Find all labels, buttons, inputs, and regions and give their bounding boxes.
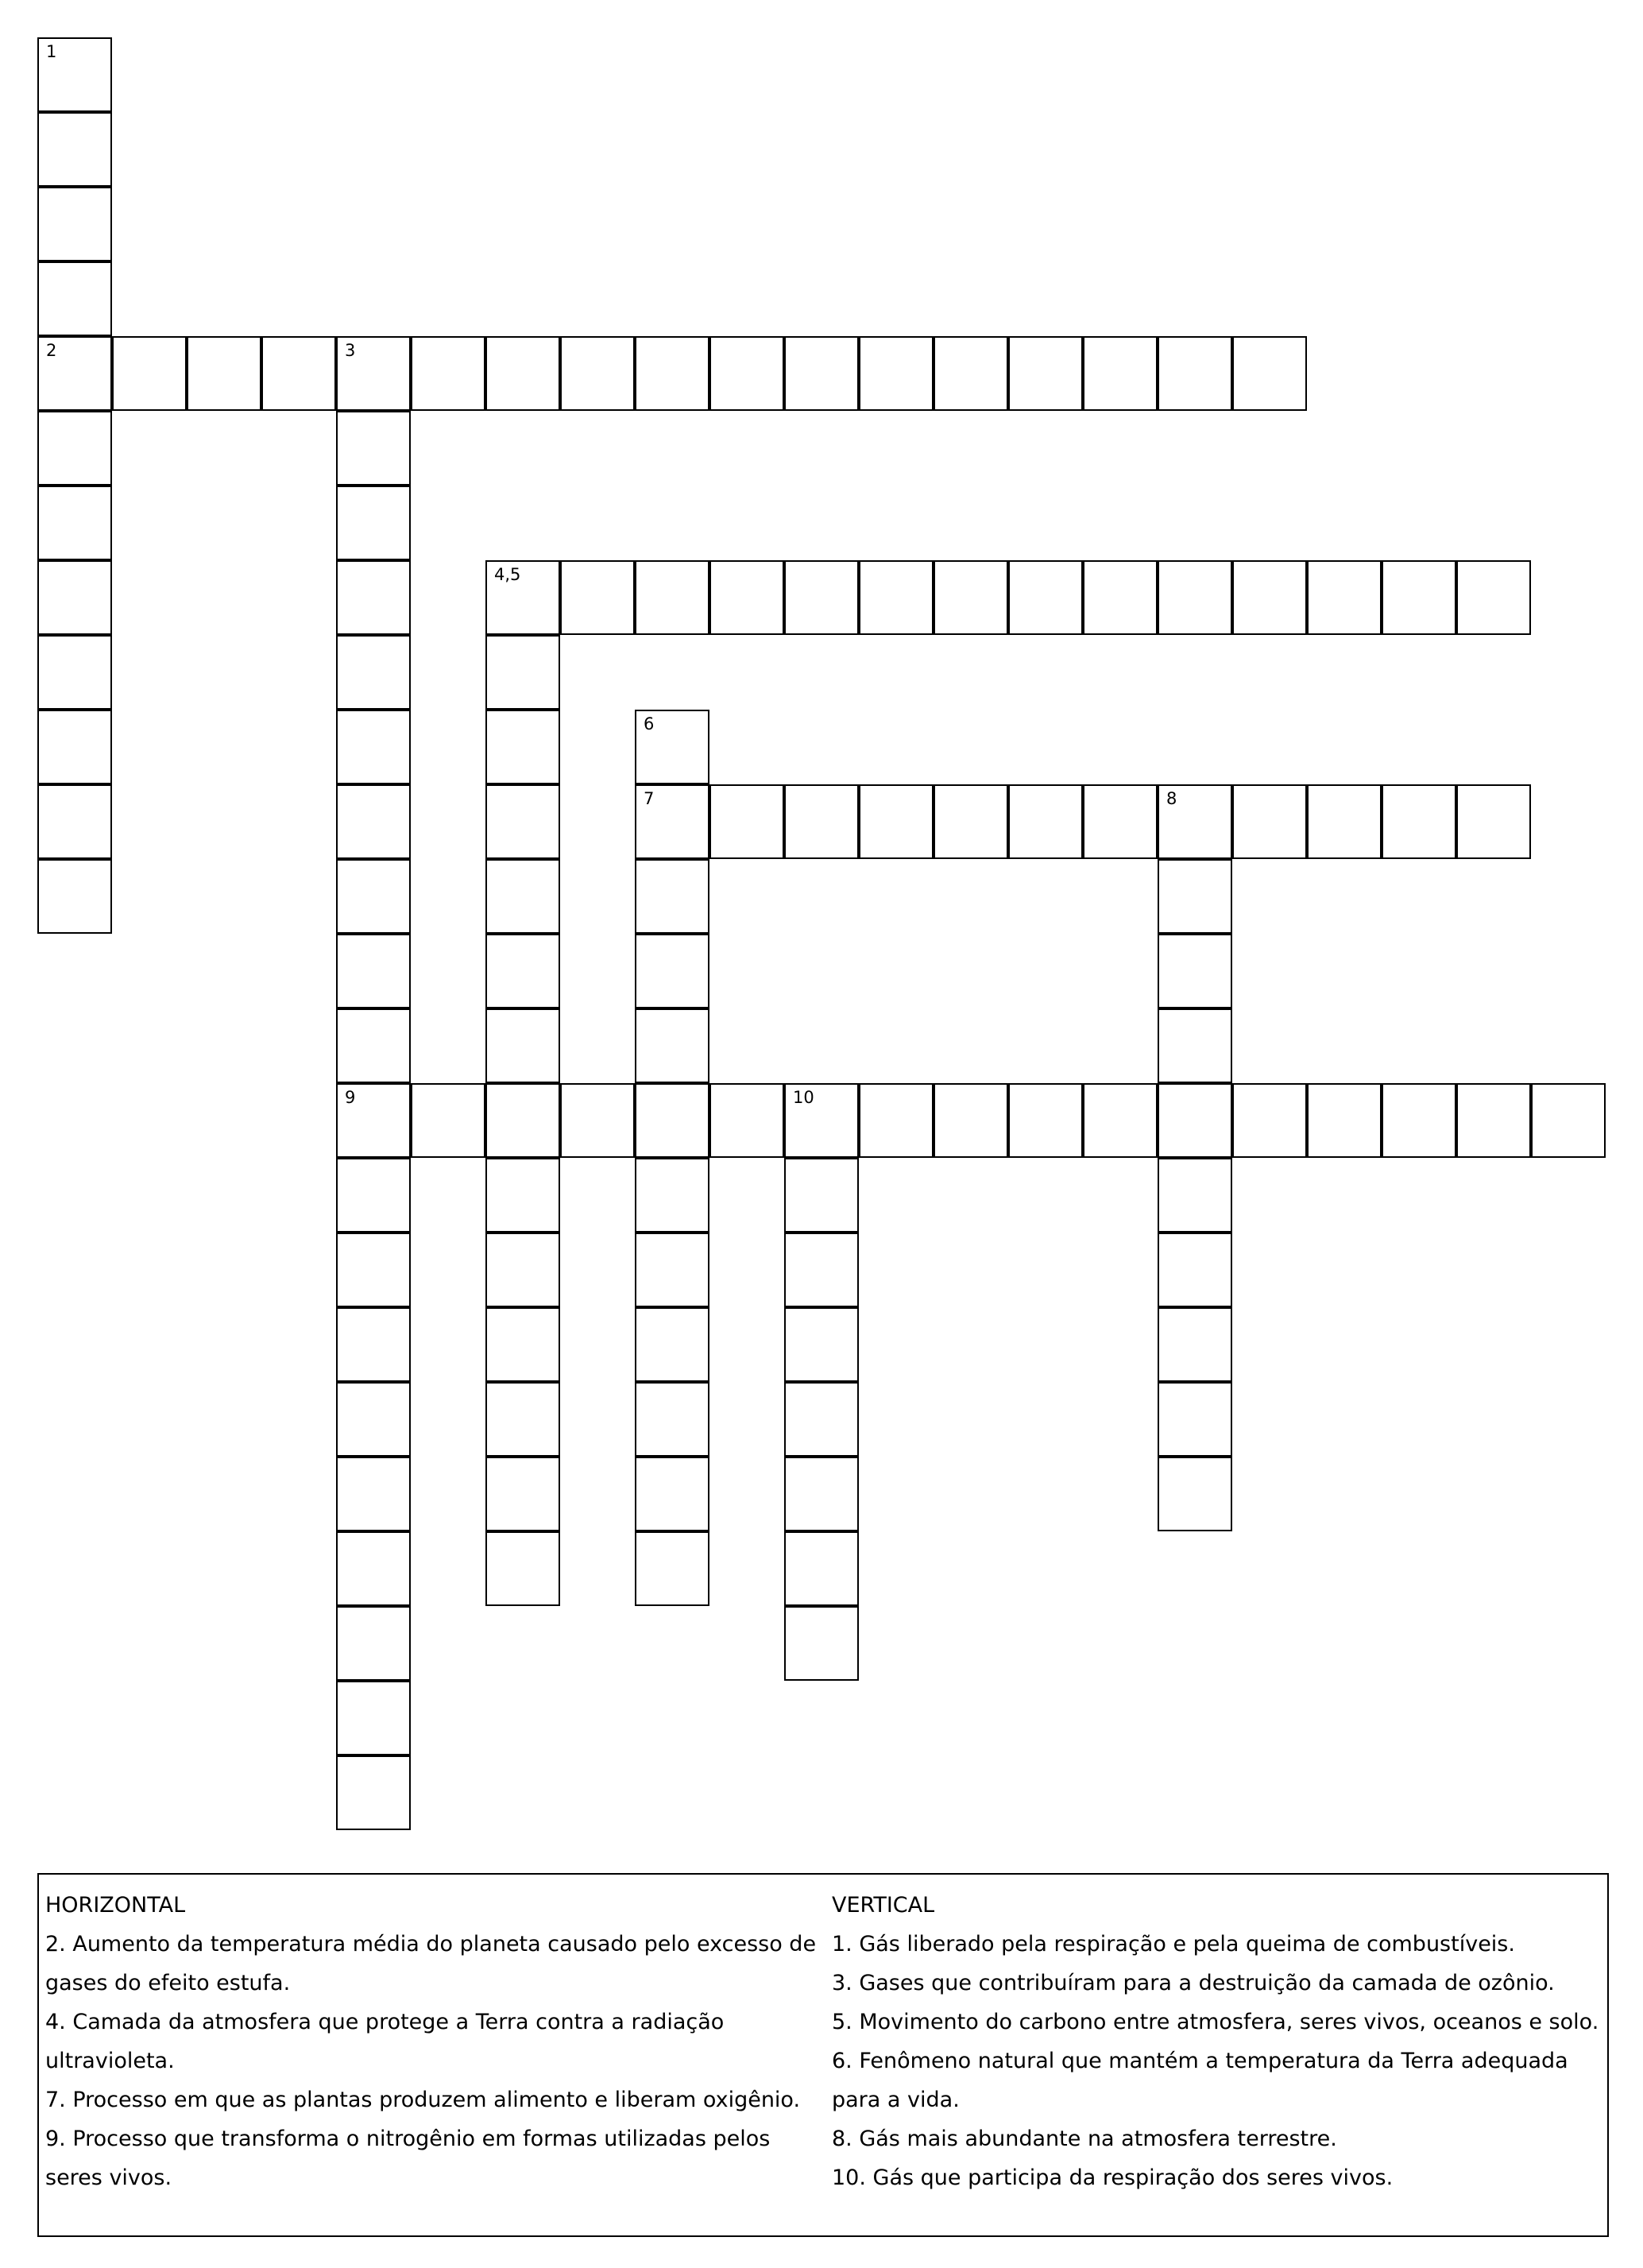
grid-cell[interactable]: [1531, 1083, 1606, 1158]
grid-cell[interactable]: [1232, 560, 1307, 635]
grid-cell[interactable]: [336, 486, 411, 560]
clue-number: 3: [345, 341, 356, 360]
clue-number: 7: [644, 789, 655, 808]
grid-cell[interactable]: [37, 560, 112, 635]
grid-cell[interactable]: [336, 1531, 411, 1606]
grid-cell[interactable]: [485, 1158, 560, 1233]
grid-cell[interactable]: [336, 560, 411, 635]
grid-cell[interactable]: [635, 934, 709, 1008]
clue-vertical-8: 8. Gás mais abundante na atmosfera terrestre.: [832, 2127, 1337, 2151]
grid-cell[interactable]: [784, 1382, 859, 1457]
clue-horizontal-9: 9. Processo que transforma o nitrogênio em formas utilizadas pelos seres vivos.: [45, 2127, 771, 2190]
grid-cell[interactable]: [485, 1531, 560, 1606]
vertical-clues: [832, 1886, 1606, 2197]
grid-cell[interactable]: [635, 1307, 709, 1382]
grid-cell[interactable]: [1158, 1233, 1232, 1307]
grid-cell[interactable]: [635, 1083, 709, 1158]
grid-cell[interactable]: [635, 1457, 709, 1531]
clue-number: 10: [793, 1088, 814, 1107]
grid-cell[interactable]: [1008, 1083, 1083, 1158]
grid-cell[interactable]: [635, 710, 709, 784]
grid-cell[interactable]: [1307, 560, 1382, 635]
grid-cell[interactable]: [560, 1083, 635, 1158]
grid-cell[interactable]: [485, 784, 560, 859]
grid-cell[interactable]: [784, 1158, 859, 1233]
grid-cell[interactable]: [1083, 336, 1158, 411]
grid-cell[interactable]: [485, 1457, 560, 1531]
grid-cell[interactable]: [1158, 1457, 1232, 1531]
grid-cell[interactable]: [336, 1083, 411, 1158]
grid-cell[interactable]: [37, 261, 112, 336]
grid-cell[interactable]: [411, 1083, 485, 1158]
clue-number: 6: [644, 714, 655, 733]
clue-vertical-5: 5. Movimento do carbono entre atmosfera, seres vivos, oceanos e solo.: [832, 2010, 1599, 2034]
grid-cell[interactable]: [37, 411, 112, 486]
grid-cell[interactable]: [1158, 1083, 1232, 1158]
grid-cell[interactable]: [1158, 336, 1232, 411]
grid-cell[interactable]: [709, 336, 784, 411]
grid-cell[interactable]: [485, 560, 560, 635]
clue-horizontal-7: 7. Processo em que as plantas produzem alimento e liberam oxigênio.: [45, 2088, 801, 2112]
grid-cell[interactable]: [1456, 1083, 1531, 1158]
grid-cell[interactable]: [187, 336, 261, 411]
grid-cell[interactable]: [859, 784, 934, 859]
grid-cell[interactable]: [1008, 560, 1083, 635]
grid-cell[interactable]: [1008, 784, 1083, 859]
grid-cell[interactable]: [1083, 560, 1158, 635]
grid-cell[interactable]: [784, 560, 859, 635]
grid-cell[interactable]: [336, 934, 411, 1008]
grid-cell[interactable]: [1158, 784, 1232, 859]
grid-cell[interactable]: [1158, 934, 1232, 1008]
grid-cell[interactable]: [1158, 1307, 1232, 1382]
grid-cell[interactable]: [1158, 1008, 1232, 1083]
grid-cell[interactable]: [485, 1307, 560, 1382]
grid-cell[interactable]: [336, 411, 411, 486]
grid-cell[interactable]: [1083, 784, 1158, 859]
grid-cell[interactable]: [37, 336, 112, 411]
grid-cell[interactable]: [784, 336, 859, 411]
grid-cell[interactable]: [37, 784, 112, 859]
grid-cell[interactable]: [635, 336, 709, 411]
clue-number: 1: [46, 42, 57, 61]
grid-cell[interactable]: [709, 560, 784, 635]
grid-cell[interactable]: [934, 784, 1008, 859]
grid-cell[interactable]: [635, 1008, 709, 1083]
grid-cell[interactable]: [1158, 1382, 1232, 1457]
grid-cell[interactable]: [1232, 1083, 1307, 1158]
grid-cell[interactable]: [859, 336, 934, 411]
grid-cell[interactable]: [709, 784, 784, 859]
grid-cell[interactable]: [1158, 560, 1232, 635]
grid-cell[interactable]: [560, 336, 635, 411]
grid-cell[interactable]: [934, 560, 1008, 635]
clue-number: 8: [1166, 789, 1177, 808]
grid-cell[interactable]: [336, 1681, 411, 1755]
grid-cell[interactable]: [261, 336, 336, 411]
grid-cell[interactable]: [784, 1606, 859, 1681]
grid-cell[interactable]: [1382, 560, 1456, 635]
grid-cell[interactable]: [635, 859, 709, 934]
grid-cell[interactable]: [1382, 1083, 1456, 1158]
grid-cell[interactable]: [485, 859, 560, 934]
grid-cell[interactable]: [37, 112, 112, 187]
grid-cell[interactable]: [37, 859, 112, 934]
clue-vertical-10: 10. Gás que participa da respiração dos seres vivos.: [832, 2165, 1394, 2190]
grid-cell[interactable]: [859, 560, 934, 635]
grid-cell[interactable]: [336, 1606, 411, 1681]
grid-cell[interactable]: [336, 1457, 411, 1531]
grid-cell[interactable]: [934, 336, 1008, 411]
grid-cell[interactable]: [37, 187, 112, 261]
grid-cell[interactable]: [485, 635, 560, 710]
grid-cell[interactable]: [485, 1233, 560, 1307]
grid-cell[interactable]: [485, 336, 560, 411]
grid-cell[interactable]: [709, 1083, 784, 1158]
grid-cell[interactable]: [336, 1233, 411, 1307]
grid-cell[interactable]: [784, 1531, 859, 1606]
grid-cell[interactable]: [635, 1382, 709, 1457]
grid-cell[interactable]: [1307, 784, 1382, 859]
grid-cell[interactable]: [336, 1307, 411, 1382]
grid-cell[interactable]: [37, 710, 112, 784]
grid-cell[interactable]: [336, 1158, 411, 1233]
grid-cell[interactable]: [485, 934, 560, 1008]
grid-cell[interactable]: [1232, 336, 1307, 411]
grid-cell[interactable]: [485, 1008, 560, 1083]
clue-vertical-6: 6. Fenômeno natural que mantém a temperatura da Terra adequada para a vida.: [832, 2049, 1568, 2112]
grid-cell[interactable]: [336, 1008, 411, 1083]
grid-cell[interactable]: [112, 336, 187, 411]
clue-number: 9: [345, 1088, 356, 1107]
grid-cell[interactable]: [784, 1083, 859, 1158]
grid-cell[interactable]: [934, 1083, 1008, 1158]
grid-cell[interactable]: [37, 37, 112, 112]
grid-cell[interactable]: [784, 1233, 859, 1307]
grid-cell[interactable]: [485, 710, 560, 784]
grid-cell[interactable]: [1382, 784, 1456, 859]
clue-vertical-3: 3. Gases que contribuíram para a destruição da camada de ozônio.: [832, 1971, 1555, 1995]
grid-cell[interactable]: [1158, 1158, 1232, 1233]
grid-cell[interactable]: [37, 486, 112, 560]
grid-cell[interactable]: [1232, 784, 1307, 859]
clue-number: 2: [46, 341, 57, 360]
grid-cell[interactable]: [336, 1382, 411, 1457]
vertical-title: VERTICAL: [832, 1893, 935, 1918]
grid-cell[interactable]: [635, 560, 709, 635]
grid-cell[interactable]: [635, 1531, 709, 1606]
grid-cell[interactable]: [37, 635, 112, 710]
clue-horizontal-2: 2. Aumento da temperatura média do planeta causado pelo excesso de gases do efeito estufa.: [45, 1932, 817, 1995]
grid-cell[interactable]: [635, 1158, 709, 1233]
grid-cell[interactable]: [336, 635, 411, 710]
grid-cell[interactable]: [784, 1307, 859, 1382]
grid-cell[interactable]: [1158, 859, 1232, 934]
clues-box: [37, 1873, 1609, 2237]
clue-number: 4,5: [494, 565, 521, 584]
grid-cell[interactable]: [485, 1083, 560, 1158]
grid-cell[interactable]: [635, 784, 709, 859]
grid-cell[interactable]: [1307, 1083, 1382, 1158]
clue-vertical-1: 1. Gás liberado pela respiração e pela queima de combustíveis.: [832, 1932, 1515, 1956]
grid-cell[interactable]: [336, 859, 411, 934]
grid-cell[interactable]: [336, 336, 411, 411]
grid-cell[interactable]: [560, 560, 635, 635]
grid-cell[interactable]: [784, 784, 859, 859]
grid-cell[interactable]: [336, 784, 411, 859]
grid-cell[interactable]: [1456, 560, 1531, 635]
grid-cell[interactable]: [336, 710, 411, 784]
grid-cell[interactable]: [784, 1457, 859, 1531]
grid-cell[interactable]: [411, 336, 485, 411]
horizontal-title: HORIZONTAL: [45, 1893, 186, 1918]
grid-cell[interactable]: [635, 1233, 709, 1307]
clue-horizontal-4: 4. Camada da atmosfera que protege a Terra contra a radiação ultravioleta.: [45, 2010, 725, 2073]
grid-cell[interactable]: [485, 1382, 560, 1457]
grid-cell[interactable]: [1456, 784, 1531, 859]
grid-cell[interactable]: [336, 1755, 411, 1830]
horizontal-clues: [45, 1886, 828, 2197]
grid-cell[interactable]: [1008, 336, 1083, 411]
grid-cell[interactable]: [859, 1083, 934, 1158]
grid-cell[interactable]: [1083, 1083, 1158, 1158]
